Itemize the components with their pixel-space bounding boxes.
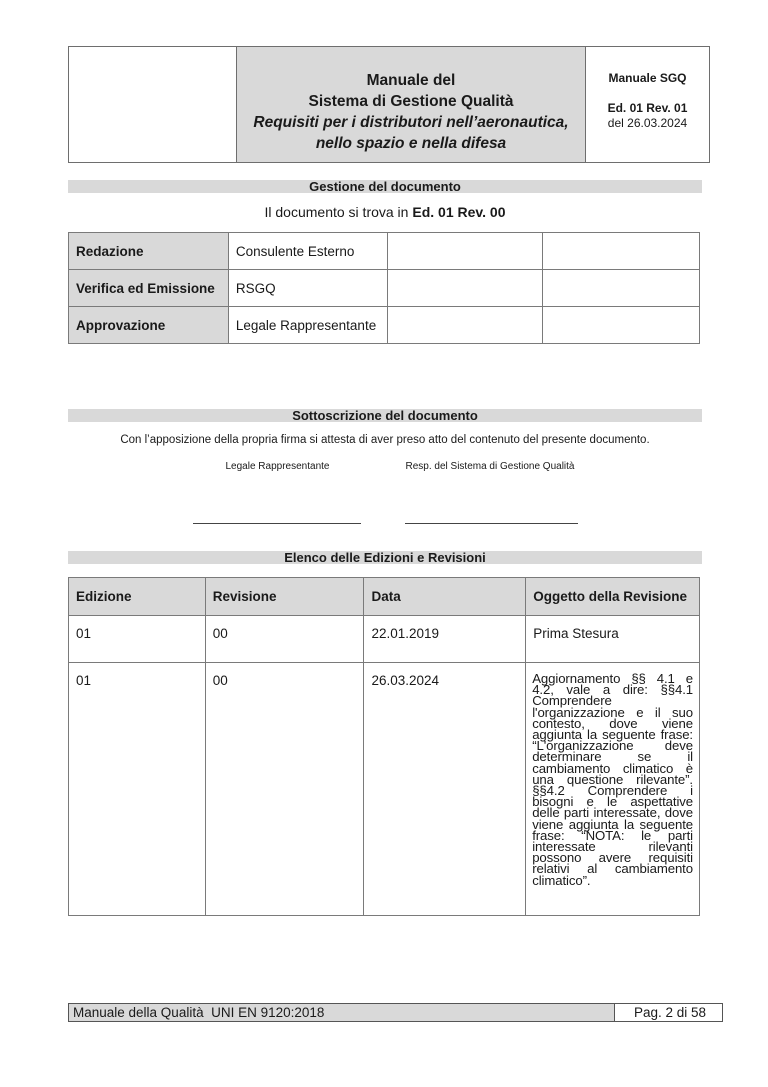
responsible-cell: RSGQ (228, 270, 387, 307)
signature-line-quality-manager[interactable] (405, 523, 578, 524)
page-footer (68, 1003, 723, 1022)
responsible-cell: Legale Rappresentante (228, 307, 387, 344)
edizione-cell: 01 (69, 616, 206, 663)
date-cell (543, 233, 700, 270)
signature-cell (387, 233, 543, 270)
date-cell (543, 270, 700, 307)
title-line-2: Sistema di Gestione Qualità (308, 93, 514, 110)
document-status-prefix: Il documento si trova in (264, 204, 413, 220)
table-row (69, 663, 700, 916)
date-cell (543, 307, 700, 344)
edition-revision: Ed. 01 Rev. 01 (607, 101, 688, 115)
edizione-cell: 01 (69, 663, 206, 916)
section-title-subscription: Sottoscrizione del documento (68, 409, 702, 422)
page-number: Pag. 2 di 58 (633, 1005, 706, 1020)
subtitle-line-2: nello spazio e nella difesa (315, 135, 507, 152)
table-row (69, 307, 700, 344)
signatory-quality-manager: Resp. del Sistema di Gestione Qualità (405, 461, 575, 472)
doc-code: Manuale SGQ (608, 71, 687, 85)
revisions-table (68, 577, 700, 916)
subtitle-line-1: Requisiti per i distributori nell’aeronautica, (253, 114, 569, 131)
signatory-legal-representative: Legale Rappresentante (225, 461, 330, 472)
column-header-revisione: Revisione (205, 578, 364, 616)
document-management-table (68, 232, 700, 344)
section-title-document-management: Gestione del documento (68, 180, 702, 193)
logo-cell (69, 47, 237, 162)
title-line-1: Manuale del (366, 72, 456, 89)
role-cell: Approvazione (69, 307, 229, 344)
edition-date: del 26.03.2024 (607, 116, 688, 130)
table-row (69, 270, 700, 307)
document-header (68, 46, 710, 163)
revisione-cell: 00 (205, 616, 364, 663)
role-cell: Redazione (69, 233, 229, 270)
column-header-edizione: Edizione (69, 578, 206, 616)
data-cell: 22.01.2019 (364, 616, 526, 663)
signature-cell (387, 270, 543, 307)
subscription-statement: Con l’apposizione della propria firma si attesta di aver preso atto del contenuto del presente documento. (120, 434, 650, 446)
document-status (68, 204, 702, 220)
role-cell: Verifica ed Emissione (69, 270, 229, 307)
table-header-row (69, 578, 700, 616)
section-title-revisions: Elenco delle Edizioni e Revisioni (68, 551, 702, 564)
data-cell: 26.03.2024 (364, 663, 526, 916)
table-row (69, 616, 700, 663)
oggetto-cell: Aggiornamento §§ 4.1 e 4.2, vale a dire: §§4.1 Comprendere l'organizzazione e il suo contesto, dove viene aggiunta la seguente frase: “L'organizzazione deve determinare se il cambiamento climatico è una questione rilevante”. §§4.2 Comprendere i bisogni e le aspettative delle parti interessate, dove viene aggiunta la seguente frase: “NOTA: le parti interessate rilevanti possono avere requisiti relativi al cambiamento climatico”. (526, 663, 700, 916)
responsible-cell: Consulente Esterno (228, 233, 387, 270)
oggetto-cell: Prima Stesura (526, 616, 700, 663)
column-header-oggetto: Oggetto della Revisione (526, 578, 700, 616)
signature-cell (387, 307, 543, 344)
table-row (69, 233, 700, 270)
column-header-data: Data (364, 578, 526, 616)
header-meta-cell (586, 47, 709, 162)
revisione-cell: 00 (205, 663, 364, 916)
document-status-value: Ed. 01 Rev. 00 (412, 204, 506, 220)
header-title-cell (237, 47, 586, 162)
signature-line-legal-representative[interactable] (193, 523, 361, 524)
footer-manual-name: Manuale della Qualità UNI EN 9120:2018 (69, 1004, 615, 1021)
